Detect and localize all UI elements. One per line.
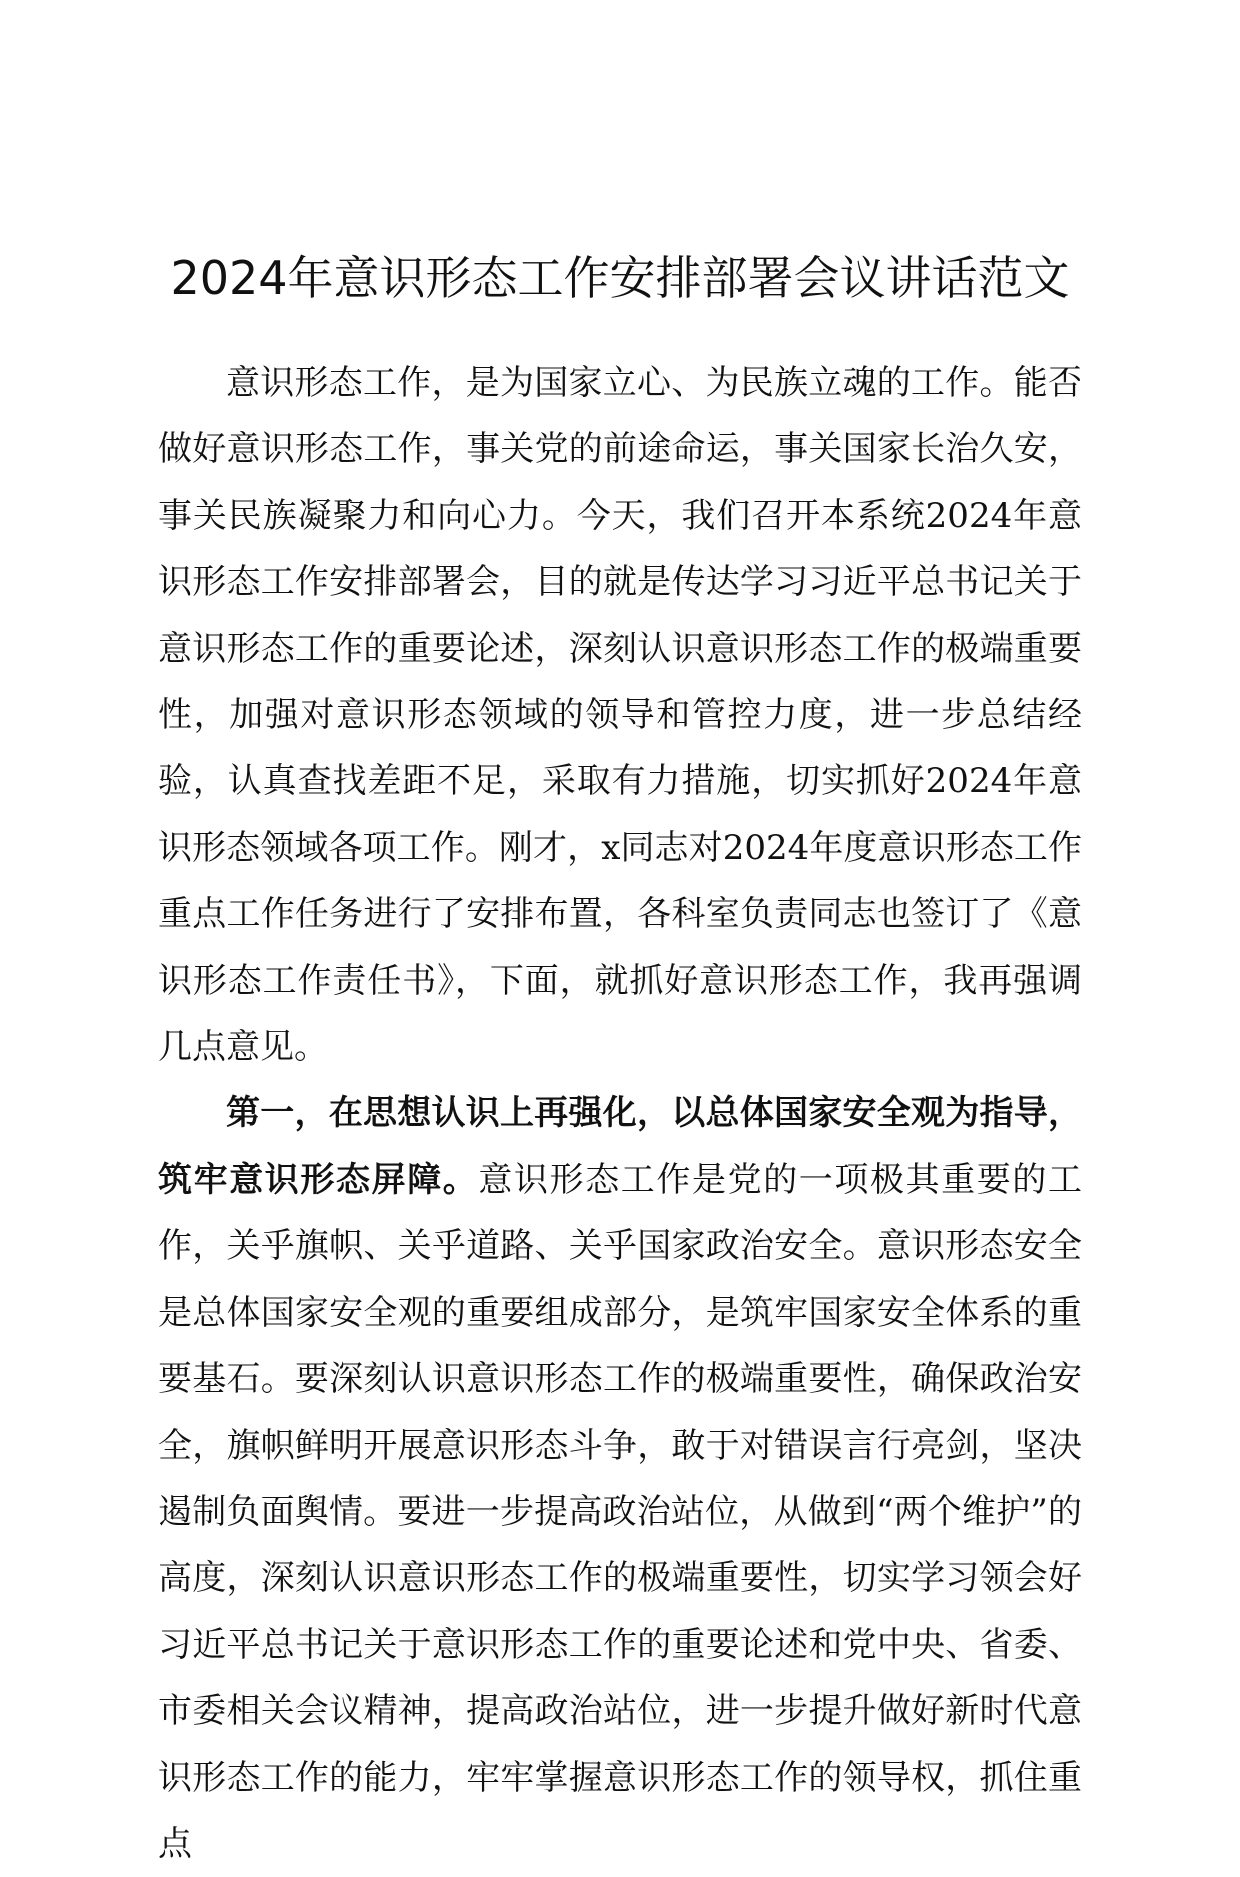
document-body <box>158 350 1082 1877</box>
paragraph-text: 意识形态工作是党的一项极其重要的工作，关乎旗帜、关乎道路、关乎国家政治安全。意识形态安全是总体国家安全观的重要组成部分，是筑牢国家安全体系的重要基石。要深刻认识意识形态工作的极端重要性，确保政治安全，旗帜鲜明开展意识形态斗争，敢于对错误言行亮剑，坚决遏制负面舆情。要进一步提高政治站位，从做到“两个维护”的高度，深刻认识意识形态工作的极端重要性，切实学习领会好习近平总书记关于意识形态工作的重要论述和党中央、省委、市委相关会议精神，提高政治站位，进一步提升做好新时代意识形态工作的能力，牢牢掌握意识形态工作的领导权，抓住重点 <box>158 1159 1083 1864</box>
document-title: 2024年意识形态工作安排部署会议讲话范文 <box>170 251 1070 305</box>
paragraph-first-point <box>158 1080 1082 1877</box>
paragraph-intro <box>158 350 1082 1080</box>
paragraph-text: 意识形态工作，是为国家立心、为民族立魂的工作。能否做好意识形态工作，事关党的前途命运，事关国家长治久安，事关民族凝聚力和向心力。今天，我们召开本系统2024年意识形态工作安排部署会，目的就是传达学习习近平总书记关于意识形态工作的重要论述，深刻认识意识形态工作的极端重要性，加强对意识形态领域的领导和管控力度，进一步总结经验，认真查找差距不足，采取有力措施，切实抓好2024年意识形态领域各项工作。刚才，x同志对2024年度意识形态工作重点工作任务进行了安排布置，各科室负责同志也签订了《意识形态工作责任书》，下面，就抓好意识形态工作，我再强调几点意见。 <box>158 363 1082 1068</box>
paragraph-lead: 第一，在思想认识上再强化，以总体国家安全观为指导，筑牢意识形态屏障。 <box>158 1093 1082 1200</box>
